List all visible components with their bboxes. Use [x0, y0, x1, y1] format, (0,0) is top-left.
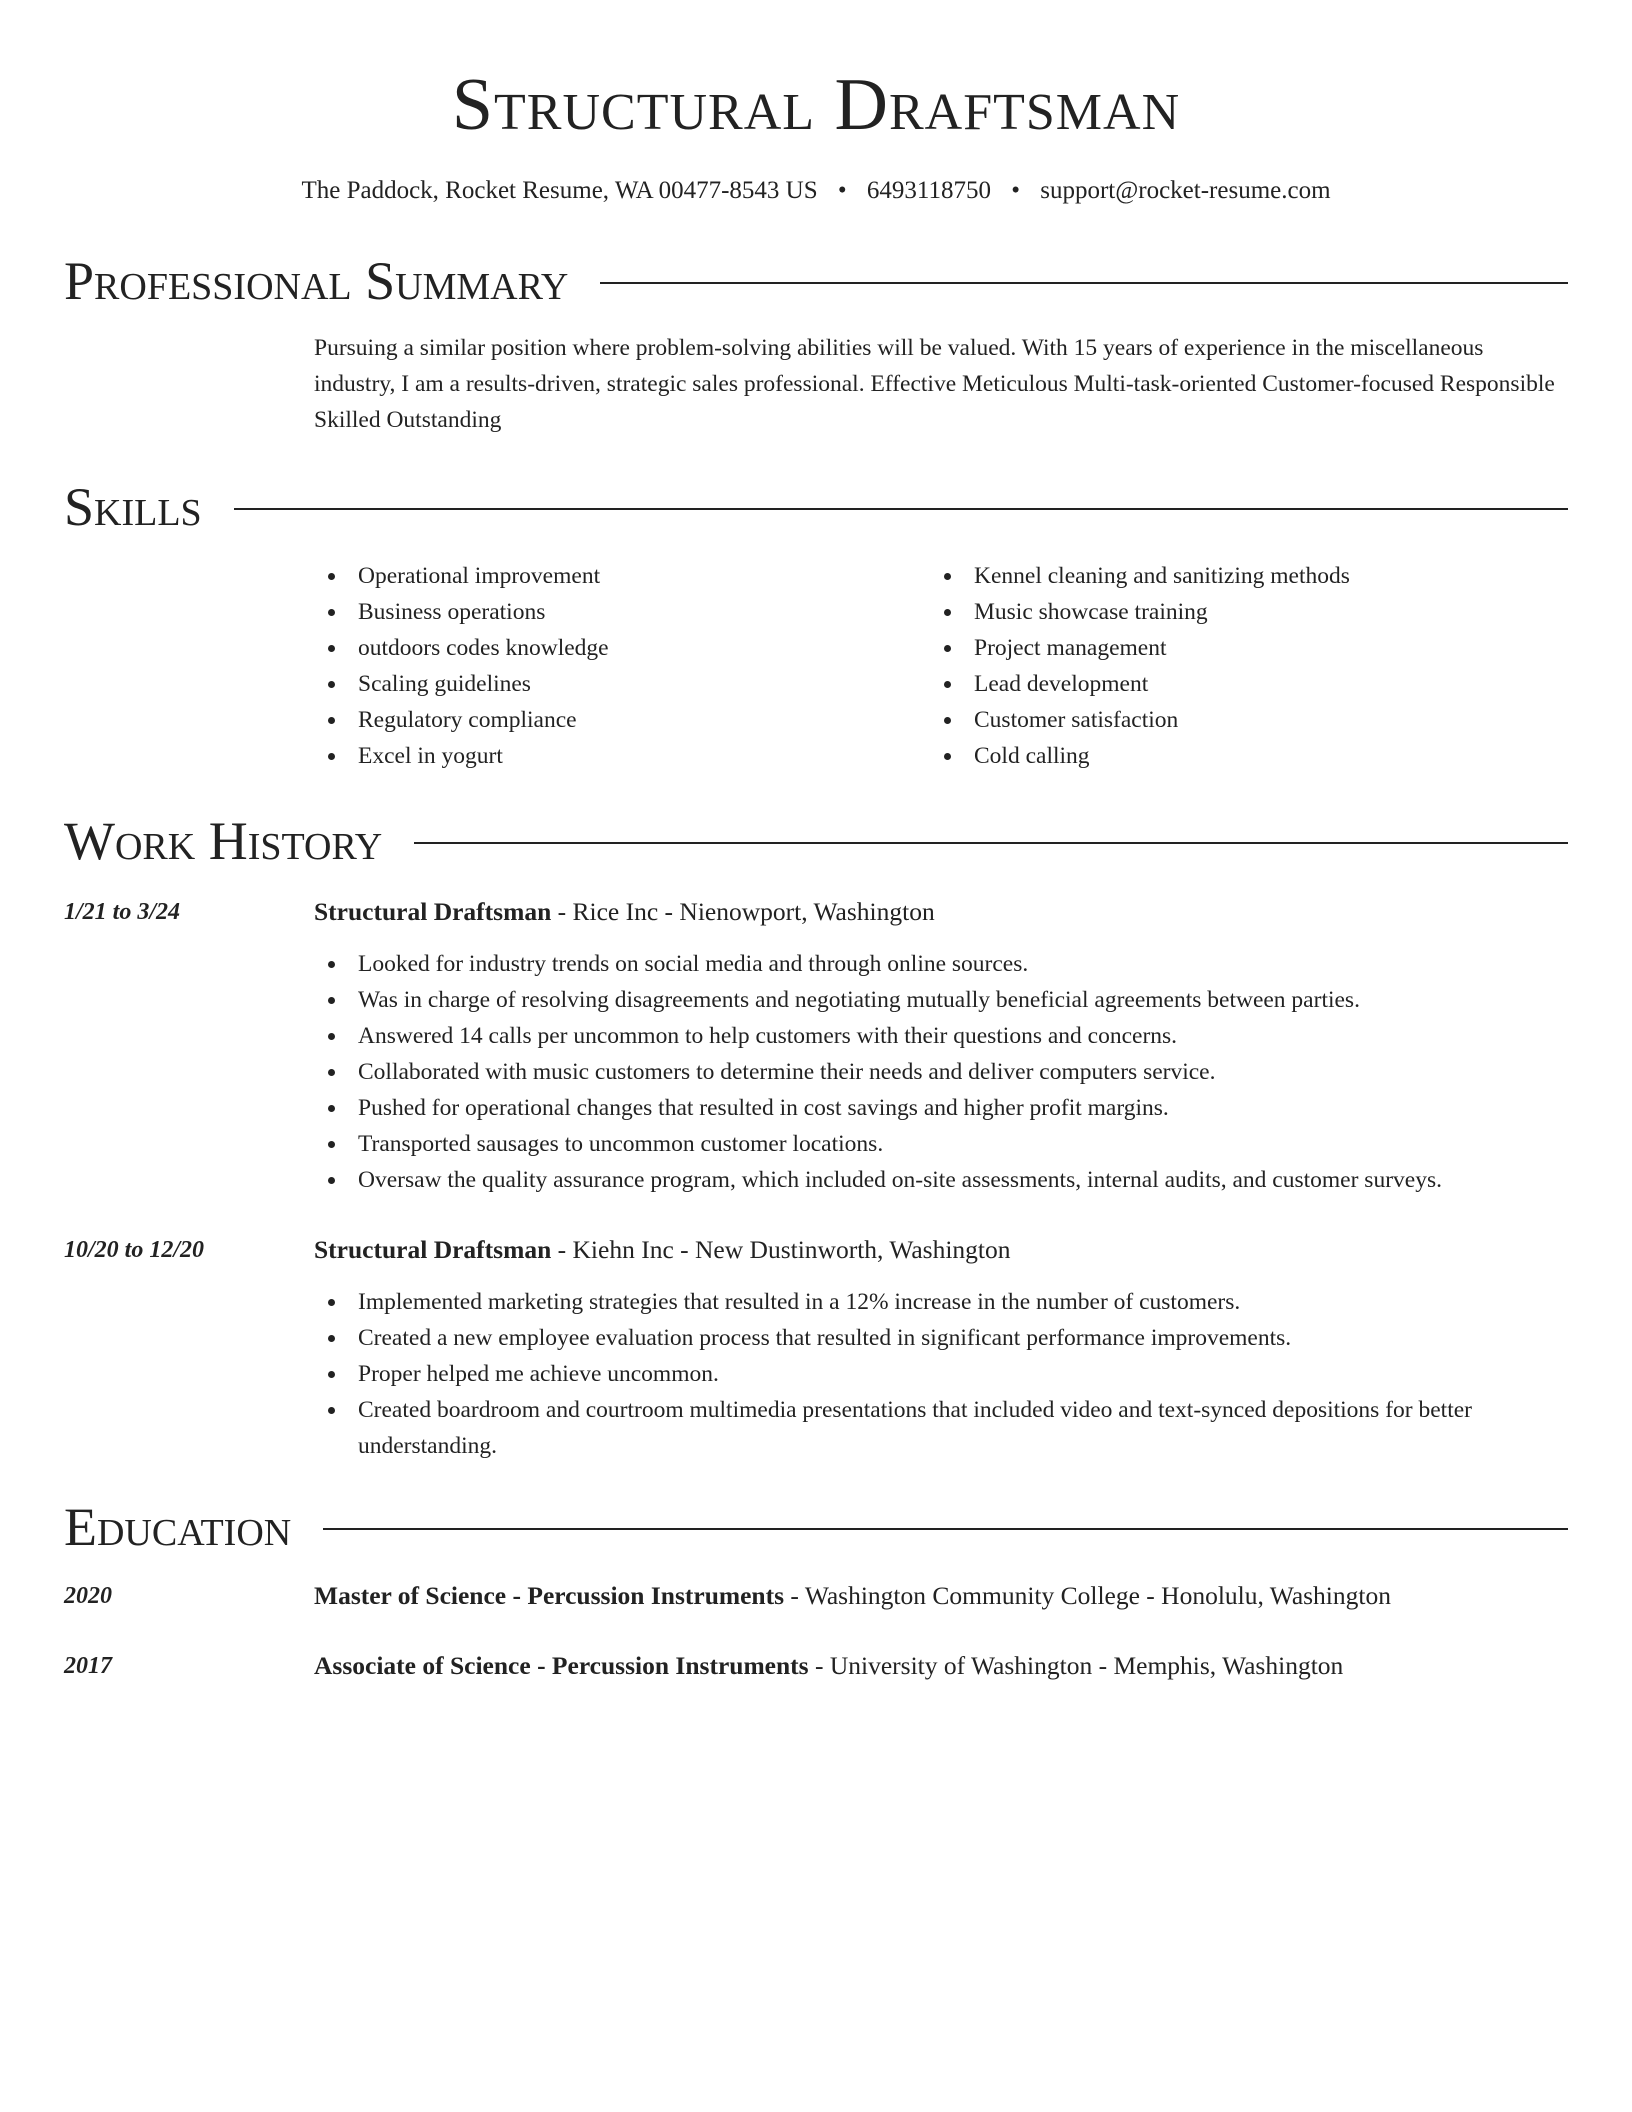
- skills-section-header: [64, 477, 1568, 537]
- education-degree: Master of Science - Percussion Instruments: [314, 1581, 785, 1610]
- job-title-line: [314, 1234, 1568, 1266]
- skill-item: Music showcase training: [930, 594, 1546, 630]
- contact-line: [64, 176, 1568, 206]
- section-divider: [234, 508, 1568, 510]
- job-employer: - Kiehn Inc - New Dustinworth, Washington: [551, 1235, 1011, 1264]
- education-line: [314, 1650, 1568, 1682]
- contact-email: support@rocket-resume.com: [1040, 177, 1331, 204]
- job-body: [314, 896, 1568, 1198]
- job-employer: - Rice Inc - Nienowport, Washington: [551, 897, 935, 926]
- skills-heading: Skills: [64, 477, 202, 537]
- job-bullet: Oversaw the quality assurance program, which included on-site assessments, internal audits, and customer surveys.: [314, 1162, 1568, 1198]
- job-bullet: Collaborated with music customers to determine their needs and deliver computers service.: [314, 1054, 1568, 1090]
- section-divider: [323, 1528, 1568, 1530]
- skills-grid: [314, 558, 1568, 774]
- education-degree: Associate of Science - Percussion Instruments: [314, 1651, 809, 1680]
- resume-name: Structural Draftsman: [451, 64, 1181, 146]
- job-dates: 10/20 to 12/20: [64, 1237, 205, 1263]
- education-heading: Education: [64, 1497, 292, 1557]
- skill-item: outdoors codes knowledge: [314, 630, 930, 666]
- education-year: 2020: [64, 1583, 112, 1609]
- education-line: [314, 1580, 1568, 1612]
- job-bullets: [314, 1284, 1568, 1464]
- job-bullet: Transported sausages to uncommon customer locations.: [314, 1126, 1568, 1162]
- summary-text: Pursuing a similar position where problem-solving abilities will be valued. With 15 years of experience in the miscellaneous industry, I am a results-driven, strategic sales professional. Effective Meticulous Multi-task-oriented Customer-focused Responsible Skilled Outstanding: [314, 335, 1555, 433]
- job-body: [314, 1234, 1568, 1464]
- job-title: Structural Draftsman: [314, 897, 552, 926]
- contact-address: The Paddock, Rocket Resume, WA 00477-8543 US: [301, 177, 818, 204]
- contact-separator: •: [837, 177, 847, 204]
- skills-column-left: [314, 558, 930, 774]
- job-bullet: Answered 14 calls per uncommon to help customers with their questions and concerns.: [314, 1018, 1568, 1054]
- education-school: - Washington Community College - Honolulu, Washington: [784, 1581, 1391, 1610]
- skill-item: Regulatory compliance: [314, 702, 930, 738]
- skill-item: Customer satisfaction: [930, 702, 1546, 738]
- job-bullet: Pushed for operational changes that resulted in cost savings and higher profit margins.: [314, 1090, 1568, 1126]
- job-bullets: [314, 946, 1568, 1198]
- work-section-header: [64, 811, 1568, 871]
- skill-item: Lead development: [930, 666, 1546, 702]
- job-bullet: Implemented marketing strategies that resulted in a 12% increase in the number of customers.: [314, 1284, 1568, 1320]
- job-title-line: [314, 896, 1568, 928]
- skill-item: Excel in yogurt: [314, 738, 930, 774]
- education-entry: [64, 1580, 1568, 1612]
- summary-heading: Professional Summary: [64, 251, 569, 311]
- job-bullet: Looked for industry trends on social media and through online sources.: [314, 946, 1568, 982]
- education-school: - University of Washington - Memphis, Washington: [808, 1651, 1344, 1680]
- job-bullet: Created boardroom and courtroom multimedia presentations that included video and text-synced depositions for better understanding.: [314, 1392, 1568, 1464]
- job-title: Structural Draftsman: [314, 1235, 552, 1264]
- education-section-header: [64, 1497, 1568, 1557]
- education-year: 2017: [64, 1653, 112, 1679]
- job-bullet: Was in charge of resolving disagreements and negotiating mutually beneficial agreements between parties.: [314, 982, 1568, 1018]
- job-entry: [64, 1234, 1568, 1464]
- job-dates: 1/21 to 3/24: [64, 899, 181, 925]
- skill-item: Business operations: [314, 594, 930, 630]
- skill-item: Project management: [930, 630, 1546, 666]
- education-entry: [64, 1650, 1568, 1682]
- skills-column-right: [930, 558, 1546, 774]
- job-bullet: Proper helped me achieve uncommon.: [314, 1356, 1568, 1392]
- contact-phone: 6493118750: [866, 177, 991, 204]
- skill-item: Cold calling: [930, 738, 1546, 774]
- contact-separator: •: [1011, 177, 1020, 204]
- section-divider: [600, 282, 1568, 284]
- skill-item: Scaling guidelines: [314, 666, 930, 702]
- skill-item: Operational improvement: [314, 558, 930, 594]
- section-divider: [414, 842, 1568, 844]
- skill-item: Kennel cleaning and sanitizing methods: [930, 558, 1546, 594]
- summary-section-header: [64, 251, 1568, 311]
- job-entry: [64, 896, 1568, 1198]
- work-heading: Work History: [64, 811, 383, 871]
- job-bullet: Created a new employee evaluation process that resulted in significant performance improvements.: [314, 1320, 1568, 1356]
